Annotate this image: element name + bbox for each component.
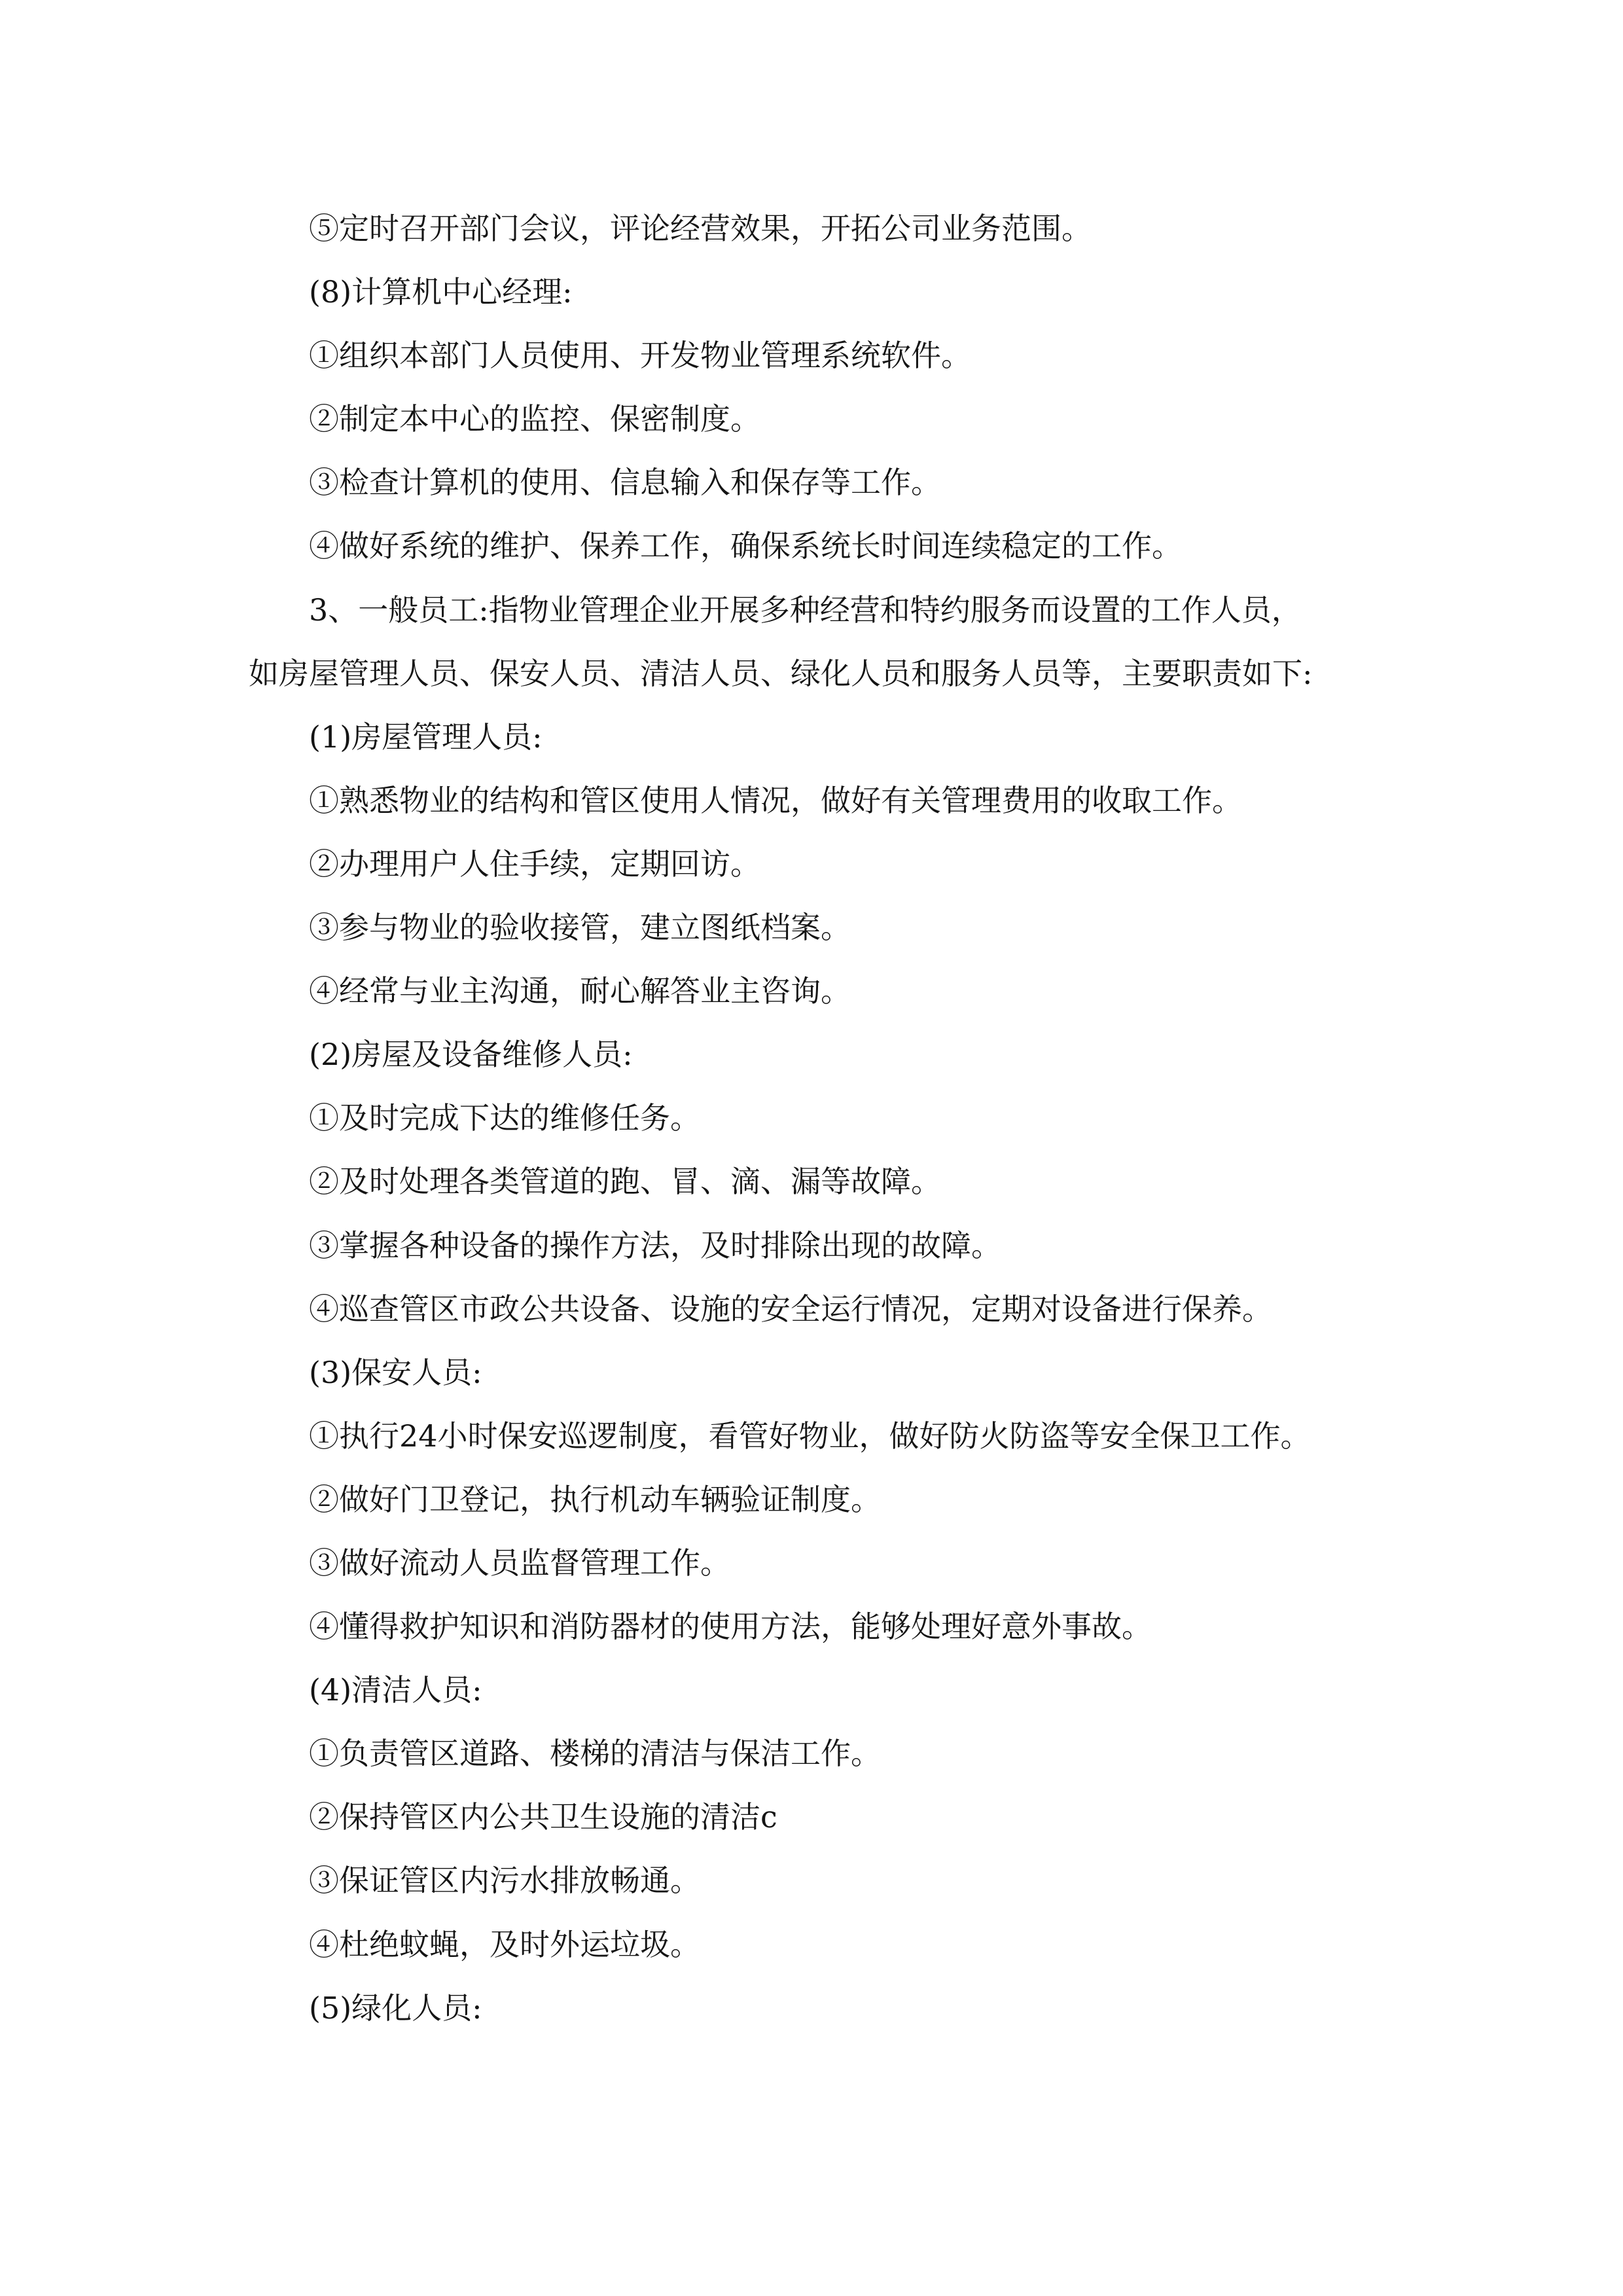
text-line: ③掌握各种设备的操作方法，及时排除出现的故障。 bbox=[309, 1227, 1001, 1263]
text-line: (4)清洁人员: bbox=[309, 1672, 482, 1708]
text-line: ①及时完成下达的维修任务。 bbox=[309, 1100, 700, 1136]
text-line: 如房屋管理人员、保安人员、清洁人员、绿化人员和服务人员等，主要职责如下: bbox=[249, 655, 1313, 691]
text-line: (8)计算机中心经理: bbox=[309, 274, 573, 310]
text-line: ③做好流动人员监督管理工作。 bbox=[309, 1545, 730, 1581]
text-line: ⑤定时召开部门会议，评论经营效果，开拓公司业务范围。 bbox=[309, 211, 1092, 246]
document-body bbox=[249, 204, 1400, 2047]
text-line: ①组织本部门人员使用、开发物业管理系统软件。 bbox=[309, 338, 971, 374]
text-line: ②保持管区内公共卫生设施的清洁c bbox=[309, 1799, 777, 1835]
text-line: (3)保安人员: bbox=[309, 1354, 482, 1390]
text-line: ④巡查管区市政公共设备、设施的安全运行情况，定期对设备进行保养。 bbox=[309, 1291, 1272, 1327]
text-line: ③检查计算机的使用、信息输入和保存等工作。 bbox=[309, 465, 941, 501]
text-line: ②做好门卫登记，执行机动车辆验证制度。 bbox=[309, 1481, 881, 1517]
text-line: ④经常与业主沟通，耐心解答业主咨询。 bbox=[309, 973, 851, 1009]
text-line: (2)房屋及设备维修人员: bbox=[309, 1037, 633, 1073]
text-line: ②及时处理各类管道的跑、冒、滴、漏等故障。 bbox=[309, 1164, 941, 1200]
text-line: ③参与物业的验收接管，建立图纸档案。 bbox=[309, 910, 851, 946]
text-line: ④做好系统的维护、保养工作，确保系统长时间连续稳定的工作。 bbox=[309, 528, 1182, 564]
text-line: ③保证管区内污水排放畅通。 bbox=[309, 1863, 700, 1899]
text-line: ①负责管区道路、楼梯的清洁与保洁工作。 bbox=[309, 1736, 881, 1772]
text-line: (1)房屋管理人员: bbox=[309, 719, 543, 755]
text-line: ①熟悉物业的结构和管区使用人情况，做好有关管理费用的收取工作。 bbox=[309, 782, 1242, 818]
text-line: ②制定本中心的监控、保密制度。 bbox=[309, 401, 760, 437]
text-line: ④懂得救护知识和消防器材的使用方法，能够处理好意外事故。 bbox=[309, 1609, 1152, 1645]
text-line: ②办理用户人住手续，定期回访。 bbox=[309, 846, 760, 882]
text-line: ①执行24小时保安巡逻制度，看管好物业，做好防火防盗等安全保卫工作。 bbox=[309, 1418, 1311, 1454]
text-line: ④杜绝蚊蝇，及时外运垃圾。 bbox=[309, 1926, 700, 1962]
text-line: 3、一般员工:指物业管理企业开展多种经营和特约服务而设置的工作人员， bbox=[309, 592, 1302, 628]
text-line: (5)绿化人员: bbox=[309, 1990, 482, 2026]
